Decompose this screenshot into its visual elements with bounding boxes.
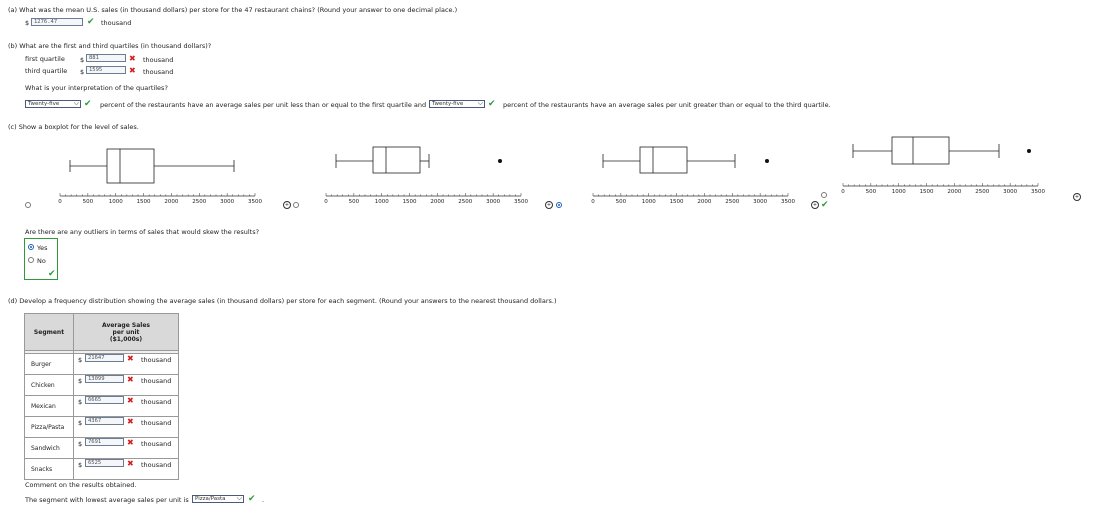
zoom-icon[interactable]: +: [284, 202, 290, 208]
tick-label: 1000: [641, 199, 656, 205]
correct-check-icon: ✔: [48, 269, 56, 279]
yes-label: Yes: [37, 244, 48, 252]
select-value: Pizza/Pasta: [195, 496, 226, 502]
avg-sales-header-line2: per unit: [112, 328, 140, 336]
first-quartile-label: first quartile: [25, 55, 65, 63]
currency-symbol: $: [80, 56, 85, 64]
avg-sales-header-line3: ($1,000s): [109, 335, 143, 343]
tick-label: 2500: [975, 189, 990, 195]
segment-header: Segment: [25, 314, 74, 351]
third-quartile-input[interactable]: 1595: [86, 66, 126, 74]
mean-sales-input[interactable]: 1276.47: [31, 18, 83, 26]
unit-label: thousand: [141, 440, 172, 448]
sandwich-sales-input[interactable]: 7691: [85, 438, 124, 446]
currency-symbol: $: [78, 419, 83, 427]
boxplot-option-2-radio[interactable]: [293, 202, 299, 208]
tick-label: 500: [348, 199, 360, 205]
unit-label: thousand: [101, 19, 132, 27]
correct-check-icon: ✔: [87, 17, 95, 27]
mexican-sales-input[interactable]: 6665: [85, 396, 124, 404]
tick-label: 1000: [108, 199, 123, 205]
tick-label: 2000: [947, 189, 962, 195]
tick-label: 3500: [248, 199, 262, 205]
segment-cell: Burger: [25, 354, 74, 375]
zoom-icon[interactable]: +: [546, 202, 552, 208]
boxplot-axis: [58, 193, 262, 205]
boxplot-option-1-radio[interactable]: [25, 202, 31, 208]
currency-symbol: $: [25, 19, 30, 27]
interpretation-text-1: percent of the restaurants have an average sales per unit less than or equal to the first quartile and: [100, 101, 427, 109]
select-value: Twenty-five: [28, 101, 60, 107]
tick-label: 2000: [697, 199, 712, 205]
tick-label: 500: [615, 199, 627, 205]
incorrect-cross-icon: ✖: [127, 438, 134, 447]
chevron-down-icon: ⌵: [236, 495, 242, 502]
tick-label: 2500: [192, 199, 207, 205]
interpretation-text-2: percent of the restaurants have an average sales per unit greater than or equal to the third quartile.: [503, 101, 831, 109]
segment-cell: Chicken: [25, 375, 74, 396]
comment-label: Comment on the results obtained.: [25, 481, 137, 489]
chevron-down-icon: ⌵: [73, 100, 79, 107]
tick-label: 1500: [402, 199, 417, 205]
part-a-question: (a) What was the mean U.S. sales (in thousand dollars) per store for the 47 restaurant chains? (Round your answer to one decimal place.): [8, 6, 458, 14]
tick-label: 500: [82, 199, 94, 205]
outlier-question: Are there are any outliers in terms of sales that would skew the results?: [25, 228, 260, 236]
avg-sales-header: [74, 314, 179, 351]
tick-label: 0: [58, 199, 62, 205]
box: [373, 147, 420, 173]
unit-label: thousand: [141, 356, 172, 364]
outlier-point: [765, 159, 769, 163]
correct-check-icon: ✔: [248, 494, 256, 504]
incorrect-cross-icon: ✖: [127, 417, 134, 426]
third-quartile-percent-select[interactable]: [429, 100, 485, 108]
currency-symbol: $: [78, 356, 83, 364]
incorrect-cross-icon: ✖: [129, 54, 136, 63]
segment-cell: Sandwich: [25, 438, 74, 459]
tick-label: 2500: [458, 199, 473, 205]
unit-label: thousand: [141, 461, 172, 469]
boxplot-option-3-radio[interactable]: [556, 202, 562, 208]
no-label: No: [37, 257, 46, 265]
incorrect-cross-icon: ✖: [127, 375, 134, 384]
tick-label: 1000: [891, 189, 906, 195]
tick-label: 500: [865, 189, 877, 195]
boxplot-axis: [591, 193, 795, 205]
zoom-icon[interactable]: +: [812, 202, 818, 208]
boxplot-axis: [324, 193, 528, 205]
incorrect-cross-icon: ✖: [127, 396, 134, 405]
part-c-question: (c) Show a boxplot for the level of sales.: [8, 123, 139, 131]
tick-label: 1500: [669, 199, 684, 205]
correct-check-icon: ✔: [84, 99, 92, 109]
tick-label: 3500: [514, 199, 528, 205]
tick-label: 3000: [1003, 189, 1018, 195]
select-value: Twenty-five: [432, 101, 464, 107]
correct-check-icon: ✔: [488, 99, 496, 109]
box: [640, 147, 687, 173]
first-quartile-input[interactable]: 881: [86, 54, 126, 62]
tick-label: 3000: [486, 199, 501, 205]
segment-cell: Snacks: [25, 459, 74, 480]
tick-label: 3000: [753, 199, 768, 205]
incorrect-cross-icon: ✖: [127, 354, 134, 363]
tick-label: 1500: [919, 189, 934, 195]
yes-radio[interactable]: [28, 244, 34, 250]
unit-label: thousand: [141, 377, 172, 385]
no-radio[interactable]: [28, 257, 34, 263]
outlier-point: [1027, 149, 1031, 153]
pizza-pasta-sales-input[interactable]: 4367: [85, 417, 124, 425]
outlier-point: [498, 159, 502, 163]
segment-cell: Mexican: [25, 396, 74, 417]
unit-label: thousand: [141, 419, 172, 427]
tick-label: 3000: [220, 199, 235, 205]
currency-symbol: $: [78, 461, 83, 469]
first-quartile-percent-select[interactable]: [25, 100, 81, 108]
boxplot-axis: [841, 183, 1045, 195]
tick-label: 0: [591, 199, 595, 205]
tick-label: 3500: [1031, 189, 1045, 195]
tick-label: 2000: [430, 199, 445, 205]
tick-label: 0: [324, 199, 328, 205]
zoom-icon[interactable]: +: [1074, 194, 1080, 200]
currency-symbol: $: [78, 398, 83, 406]
unit-label: thousand: [143, 68, 174, 76]
interpretation-question: What is your interpretation of the quartiles?: [25, 84, 168, 92]
tick-label: 1000: [374, 199, 389, 205]
unit-label: thousand: [141, 398, 172, 406]
currency-symbol: $: [78, 377, 83, 385]
tick-label: 2000: [164, 199, 179, 205]
boxplot-option-4-radio[interactable]: [821, 192, 827, 198]
segment-cell: Pizza/Pasta: [25, 417, 74, 438]
lowest-segment-select[interactable]: [192, 495, 244, 503]
currency-symbol: $: [78, 440, 83, 448]
chevron-down-icon: ⌵: [477, 100, 483, 107]
avg-sales-header-line1: Average Sales: [102, 321, 150, 329]
burger-sales-input[interactable]: 21647: [85, 354, 124, 362]
unit-label: thousand: [143, 56, 174, 64]
incorrect-cross-icon: ✖: [129, 66, 136, 75]
third-quartile-label: third quartile: [25, 67, 68, 75]
box: [107, 149, 154, 183]
chicken-sales-input[interactable]: 13099: [85, 375, 124, 383]
box: [892, 137, 949, 164]
boxplot-option-3: [583, 140, 798, 212]
incorrect-cross-icon: ✖: [127, 459, 134, 468]
correct-check-icon: ✔: [821, 200, 829, 210]
tick-label: 1500: [136, 199, 151, 205]
boxplot-option-4: [833, 130, 1048, 202]
currency-symbol: $: [80, 68, 85, 76]
period: .: [262, 496, 265, 504]
boxplot-option-2: [316, 140, 531, 212]
tick-label: 0: [841, 189, 845, 195]
lowest-segment-text: The segment with lowest average sales per unit is: [25, 496, 189, 504]
part-d-question: (d) Develop a frequency distribution showing the average sales (in thousand dollars) per store for each segment. (Round your answers to the nearest thousand dollars.): [8, 297, 557, 305]
tick-label: 2500: [725, 199, 740, 205]
snacks-sales-input[interactable]: 6525: [85, 459, 124, 467]
part-b-question: (b) What are the first and third quartiles (in thousand dollars)?: [8, 42, 212, 50]
boxplot-option-1: [50, 140, 265, 212]
tick-label: 3500: [781, 199, 795, 205]
